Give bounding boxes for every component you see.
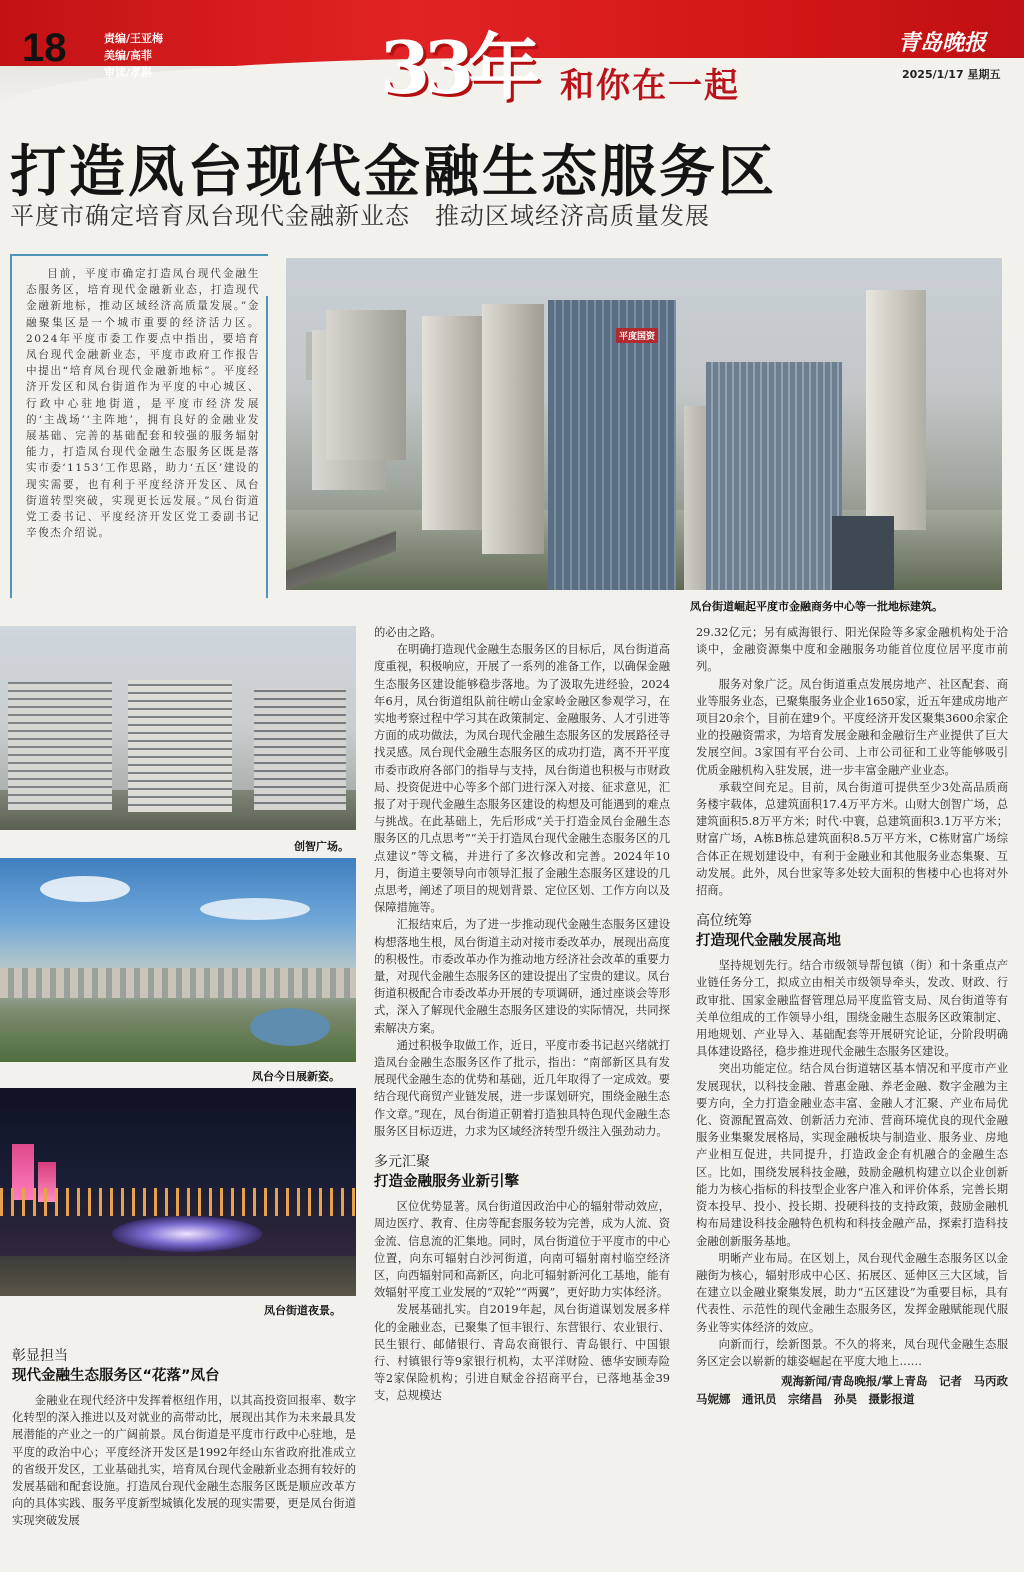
col3-paragraph-6: 向新而行，绘新图景。不久的将来，凤台现代金融生态服务区定会以崭新的雄姿崛起在平度大地上…… (696, 1337, 1008, 1368)
page-header (0, 0, 1024, 108)
article-column-3 (696, 624, 1008, 1408)
photo-chuangzhi-plaza (0, 626, 356, 830)
photo2-caption: 创智广场。 (294, 840, 349, 853)
lead-box (10, 254, 268, 598)
photo4-caption: 凤台街道夜景。 (264, 1304, 341, 1317)
headline: 打造凤台现代金融生态服务区 (10, 140, 777, 205)
editor-credit-art: 美编/高菲 (104, 49, 153, 62)
photo-night-view (0, 1088, 356, 1296)
main-photo-skyline (286, 258, 1002, 590)
col3-section-title-2: 打造现代金融发展高地 (696, 933, 841, 950)
editor-credit-proof: 审读/孝斟 (104, 66, 153, 79)
col3-paragraph-3: 坚持规划先行。结合市级领导帮包镇（街）和十条重点产业链任务分工，拟成立由相关市级领导牵头，发改、财政、行政审批、国家金融监督管理总局平度监管支局、凤台街道等有关单位组成的工作领导小组，围绕金融生态服务区政策制定、用地规划、产业导入、基础配套等开展研究论证，分阶段明确具体建设路径，稳步推进现代金融生态服务区建设。 (696, 959, 1008, 1059)
issue-date: 2025/1/17 星期五 (902, 68, 1001, 81)
section1-paragraph: 金融业在现代经济中发挥着枢纽作用，以其高投资回报率、数字化转型的深入推进以及对就业的高带动比，展现出其作为未来最具发展潜能的产业之一的广阔前景。凤台街道是平度市行政中心驻地，是平度的政治中心；平度经济开发区是1992年经山东省政府批准成立的省级开发区，工业基础扎实，培育凤台现代金融新业态拥有较好的发展基础和配套设施。打造凤台现代金融生态服务区既是顺应改革方向的具体实践、服务平度新型城镇化发展的现实需要，更是凤台街道实现突破发展 (12, 1394, 356, 1528)
col2-section-title-2: 打造金融服务业新引擎 (374, 1174, 519, 1191)
section1-title-2: 现代金融生态服务区“花落”凤台 (12, 1368, 220, 1384)
anniversary-slogan-small: 和你在一起 (560, 66, 740, 106)
main-photo-caption: 凤台街道崛起平度市金融商务中心等一批地标建筑。 (690, 600, 943, 613)
photo3-caption: 凤台今日展新姿。 (252, 1070, 340, 1083)
article-column-2 (374, 624, 670, 1405)
newspaper-logo: 青岛晚报 (898, 30, 987, 56)
col3-section-title-1: 高位统筹 (696, 913, 752, 930)
photo-city-aerial (0, 858, 356, 1062)
col3-paragraph-2: 承载空间充足。目前，凤台街道可提供至少3处高品质商务楼宇载体，总建筑面积17.4万平方米。山财大创智广场，总建筑面积5.8万平方米；时代·中寰，总建筑面积3.1万平方米；财富广场，A栋B栋总建筑面积8.5万平方米，C栋财富广场综合体正在规划建设中，有利于金融业和其他服务业态集聚、互动发展。此外，凤台世家等多处较大面积的售楼中心也将对外招商。 (696, 780, 1008, 898)
col2-paragraph-5: 发展基础扎实。自2019年起，凤台街道谋划发展多样化的金融业态，已聚集了恒丰银行、东营银行、农业银行、民生银行、邮储银行、青岛农商银行、青岛银行、中国银行、村镇银行等9家银行机构，太平洋财险、德华安顾寿险等2家保险机构；引进自赋金谷招商平台，已落地基金39支，总规模达 (374, 1303, 670, 1403)
section1-column (12, 1346, 356, 1530)
lead-paragraph: 目前，平度市确定打造凤台现代金融生态服务区，培育现代金融新业态，打造现代金融新地标，推动区域经济高质量发展。”金融聚集区是一个城市重要的经济活力区。2024年平度市委工作要点中指出，要培育凤台现代金融新业态，平度市政府工作报告中提出“培育凤台现代金融新地标”。平度经济开发区和凤台街道作为平度的中心城区、行政中心驻地街道，是平度市经济发展的‘主战场’‘主阵地’，拥有良好的金融业发展基础、完善的基础配套和较强的服务辐射能力，打造凤台现代金融生态服务区既是落实市委‘1153’工作思路，助力‘五区’建设的现实需要，也有利于平度经济开发区、凤台街道转型突破，实现更长远发展。”凤台街道党工委书记、平度经济开发区党工委副书记辛俊杰介绍说。 (26, 268, 260, 540)
col2-section-title-1: 多元汇聚 (374, 1154, 430, 1171)
editor-credits (104, 30, 163, 81)
col2-paragraph-0: 的必由之路。 (374, 626, 442, 639)
col2-paragraph-4: 区位优势显著。凤台街道因政治中心的辐射带动效应，周边医疗、教育、住房等配套服务较为完善，成为人流、资金流、信息流的汇集地。同时，凤台街道位于平度市的中心位置，向东可辐射白沙河街道，向南可辐射南村临空经济区，向西辐射同和高新区，向北可辐射新河化工基地，能有效辐射平度工业发展的“双轮”“两翼”，更好助力实体经济。 (374, 1200, 670, 1300)
section1-title-1: 彰显担当 (12, 1348, 68, 1364)
col3-paragraph-1: 服务对象广泛。凤台街道重点发展房地产、社区配套、商业等服务业态，已聚集服务业企业1650家，近五年建成房地产项目20余个，目前在建9个。平度经济开发区聚集3600余家企业的投融资需求，为培育发展金融和金融衍生产业提供了巨大发展空间。3家国有平台公司、上市公司征和工业等能够吸引优质金融机构入驻发展，进一步丰富金融产业业态。 (696, 677, 1008, 777)
col2-paragraph-2: 汇报结束后，为了进一步推动现代金融生态服务区建设构想落地生根，凤台街道主动对接市委改革办，展现出高度的积极性。市委改革办作为推动地方经济社会改革的重要力量，对现代金融生态服务区的建设提出了宝贵的建议。凤台街道积极配合市委改革办开展的专项调研，通过座谈会等形式，深入了解现代金融生态服务区建设的实际情况，共同探索解决方案。 (374, 918, 670, 1035)
anniversary-slogan-big: 33年 (380, 25, 535, 110)
col3-paragraph-0: 29.32亿元；另有威海银行、阳光保险等多家金融机构处于洽谈中，金融资源集中度和金融服务功能首位度位居平度市前列。 (696, 626, 1008, 674)
col3-paragraph-4: 突出功能定位。结合凤台街道辖区基本情况和平度市产业发展现状，以科技金融、普惠金融、养老金融、数字金融为主要方向，全力打造金融业态丰富、金融人才汇聚、产业布局优化、资源配置高效、创新活力充沛、营商环境优良的现代金融服务业集聚发展格局，实现金融板块与制造业、服务业、房地产业相互促进，共同提升，打造政金企有机融合的金融生态区。比如，围绕发展科技金融，鼓励金融机构建立以企业创新能力为核心指标的科技型企业客户准入和评价体系，完善长期资本投早、投小、投长期、投硬科技的支持政策，鼓励金融机构布局建设科技金融特色机构和科技金融产品，探索打造科技金融创新服务基地。 (696, 1062, 1008, 1248)
subheadline: 平度市确定培育凤台现代金融新业态 推动区域经济高质量发展 (10, 202, 710, 230)
page-number: 18 (22, 26, 67, 70)
col2-paragraph-3: 通过积极争取做工作，近日，平度市委书记赵兴绪就打造凤台金融生态服务区作了批示，指出：“南部新区具有发展现代金融生态的优势和基础，近几年取得了一定成效。要结合现代商贸产业链发展，进一步谋划研究，围绕金融生态作文章。”现在，凤台街道正朝着打造独具特色现代金融生态服务区目标迈进，力求为区域经济转型升级注入强劲动力。 (374, 1038, 670, 1138)
editor-credit-chief: 责编/王亚梅 (104, 32, 164, 45)
byline-1: 观海新闻/青岛晚报/掌上青岛 记者 马丙政 (781, 1374, 1008, 1389)
building-sign: 平度国资 (616, 328, 658, 343)
col2-paragraph-1: 在明确打造现代金融生态服务区的目标后，凤台街道高度重视，积极响应，开展了一系列的准备工作，以确保金融生态服务区建设能够稳步落地。为了汲取先进经验，2024年6月，凤台街道组队前往崂山金家岭金融区参观学习，在实地考察过程中学习其在政策制定、金融服务、人才引进等方面的成功做法，为凤台现代金融生态服务区的发展路径寻找灵感。凤台现代金融生态服务区的成功打造，离不开平度市委市政府各部门的指导与支持，凤台街道也积极与市财政局、投资促进中心等多个部门进行深入对接、征求意见，汇报了对于现代金融生态服务区建设的构想及可能遇到的难点与挑战。在此基础上，先后形成“关于打造金凤台金融生态服务区的几点思考”“关于打造凤台现代金融生态服务区的几点建议”等文稿，并进行了多次修改和完善。2024年10月，街道主要领导向市领导汇报了金融生态服务区建设的几点思考，阐述了项目的规划背景、定位区划、工作方向以及保障措施等。 (374, 643, 670, 915)
byline-2: 马妮娜 通讯员 宗绪昌 孙昊 摄影报道 (696, 1392, 915, 1407)
col3-paragraph-5: 明晰产业布局。在区划上，凤台现代金融生态服务区以金融街为核心，辐射形成中心区、拓展区、延伸区三大区域，旨在建立以金融业聚集发展，助力“五区建设”为重要目标，具有代表性、示范性的现代金融生态服务区，发挥金融赋能现代服务业等实体经济的效应。 (696, 1251, 1008, 1334)
